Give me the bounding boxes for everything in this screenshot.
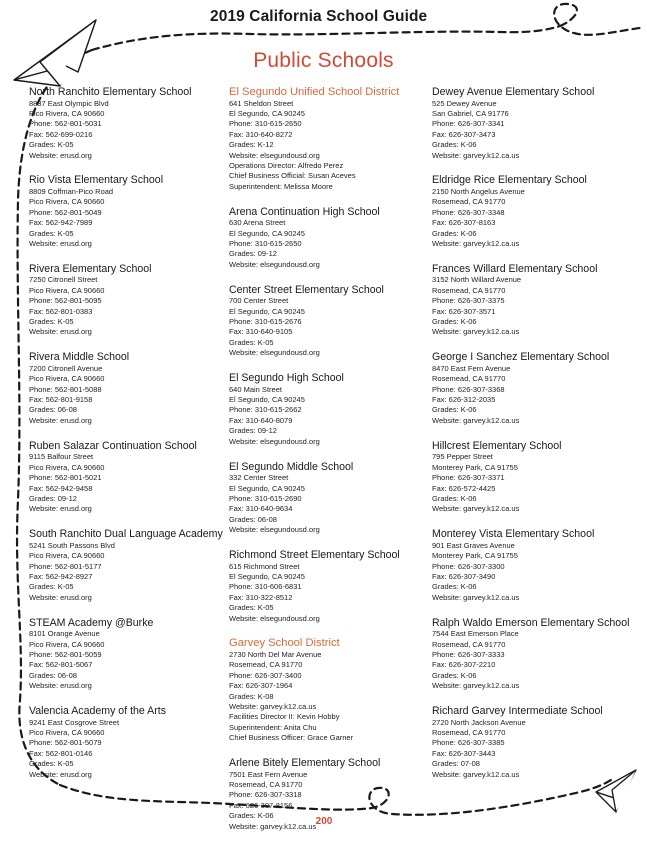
school-detail-line: Grades: K-05 xyxy=(229,603,274,613)
school-detail-line: 8101 Orange Avenue xyxy=(29,629,100,639)
school-name: El Segundo High School xyxy=(229,372,344,385)
school-detail-line: Fax: 562-801-0146 xyxy=(29,748,93,758)
school-detail-line: Grades: 07-08 xyxy=(432,759,480,769)
school-detail-line: Website: garvey.k12.ca.us xyxy=(229,821,317,831)
school-name: Arlene Bitely Elementary School xyxy=(229,756,381,769)
school-detail-line: 615 Richmond Street xyxy=(229,561,300,571)
school-detail-line: Fax: 562-801-9158 xyxy=(29,395,93,405)
school-detail-line: Grades: K-06 xyxy=(432,670,477,680)
school-detail-line: Grades: K-08 xyxy=(229,691,274,701)
school-detail-line: Rosemead, CA 91770 xyxy=(432,374,506,384)
school-detail-line: Fax: 626-307-8163 xyxy=(432,218,496,228)
school-detail-line: Grades: K-05 xyxy=(29,317,74,327)
school-detail-line: 700 Center Street xyxy=(229,296,289,306)
school-listing xyxy=(29,263,224,338)
school-detail-line: Website: garvey.k12.ca.us xyxy=(432,681,520,691)
school-name: Monterey Vista Elementary School xyxy=(432,528,595,541)
school-detail-line: Fax: 562-942-7989 xyxy=(29,218,93,228)
school-detail-line: 8837 East Olympic Blvd xyxy=(29,98,109,108)
school-detail-line: Fax: 562-942-9458 xyxy=(29,483,93,493)
school-name: Dewey Avenue Elementary School xyxy=(432,86,595,98)
school-detail-line: 795 Pepper Street xyxy=(432,452,493,462)
school-detail-line: Rosemead, CA 91770 xyxy=(432,285,506,295)
school-detail-line: 641 Sheldon Street xyxy=(229,98,294,108)
school-detail-line: Phone: 626-307-3333 xyxy=(432,649,505,659)
school-detail-line: Website: garvey.k12.ca.us xyxy=(432,592,520,602)
school-detail-line: Fax: 626-307-3443 xyxy=(432,748,496,758)
school-detail-line: Grades: 09-12 xyxy=(229,249,277,259)
school-detail-line: Grades: K-05 xyxy=(29,759,74,769)
school-detail-line: Phone: 310-615-2650 xyxy=(229,239,302,249)
school-detail-line: 8470 East Fern Avenue xyxy=(432,363,511,373)
school-detail-line: Rosemead, CA 91770 xyxy=(432,727,506,737)
school-detail-line: Pico Rivera, CA 90660 xyxy=(29,285,105,295)
school-detail-line: Superintendent: Melissa Moore xyxy=(229,181,333,191)
school-column-2 xyxy=(229,86,429,845)
school-detail-line: Fax: 626-307-2210 xyxy=(432,660,496,670)
school-detail-line: San Gabriel, CA 91776 xyxy=(432,109,509,118)
school-detail-line: 7200 Citronell Avenue xyxy=(29,363,103,373)
district-listing xyxy=(229,86,429,192)
school-listing xyxy=(29,86,224,161)
school-name: Ralph Waldo Emerson Elementary School xyxy=(432,616,630,629)
school-detail-line: Phone: 626-307-3371 xyxy=(432,473,505,483)
school-detail-line: Website: erusd.org xyxy=(29,150,92,160)
school-detail-line: Superintendent: Anita Chu xyxy=(229,722,317,732)
school-detail-line: Phone: 310-615-2650 xyxy=(229,119,302,129)
school-detail-line: Grades: K-05 xyxy=(29,228,74,238)
school-name: Ruben Salazar Continuation School xyxy=(29,439,197,452)
school-name: South Ranchito Dual Language Academy xyxy=(29,528,223,541)
school-detail-line: Operations Director: Alfredo Perez xyxy=(229,161,344,171)
school-name: Rio Vista Elementary School xyxy=(29,174,164,187)
school-detail-line: Phone: 626-307-3375 xyxy=(432,296,505,306)
school-detail-line: Website: erusd.org xyxy=(29,327,92,337)
school-detail-line: Rosemead, CA 91770 xyxy=(229,779,303,789)
school-name: Richmond Street Elementary School xyxy=(229,548,400,561)
district-name: Garvey School District xyxy=(229,637,340,650)
school-detail-line: Fax: 626-307-1964 xyxy=(229,681,293,691)
school-name: Center Street Elementary School xyxy=(229,283,384,296)
school-detail-line: Grades: K-06 xyxy=(432,228,477,238)
school-detail-line: Website: erusd.org xyxy=(29,769,92,779)
district-name: El Segundo Unified School District xyxy=(229,86,400,98)
school-detail-line: Rosemead, CA 91770 xyxy=(432,197,506,207)
school-listing xyxy=(432,440,637,515)
school-detail-line: Phone: 562-801-5177 xyxy=(29,561,102,571)
school-detail-line: Phone: 562-801-5021 xyxy=(29,473,102,483)
school-detail-line: Website: elsegundousd.org xyxy=(229,613,320,623)
school-name: Richard Garvey Intermediate School xyxy=(432,704,603,717)
school-detail-line: Website: erusd.org xyxy=(29,504,92,514)
school-listing xyxy=(432,174,637,249)
school-detail-line: Website: garvey.k12.ca.us xyxy=(432,769,520,779)
school-column-1 xyxy=(29,86,224,793)
school-listing xyxy=(29,440,224,515)
school-detail-line: 9241 East Cosgrove Street xyxy=(29,717,120,727)
top-dashed-path xyxy=(92,26,560,50)
school-detail-line: Pico Rivera, CA 90660 xyxy=(29,197,105,207)
school-listing xyxy=(229,461,429,536)
school-detail-line: Website: garvey.k12.ca.us xyxy=(432,327,520,337)
school-detail-line: Grades: K-06 xyxy=(432,317,477,327)
school-detail-line: 332 Center Street xyxy=(229,473,289,483)
school-listing xyxy=(229,284,429,359)
school-detail-line: Grades: K-05 xyxy=(29,140,74,150)
school-detail-line: Phone: 562-801-5095 xyxy=(29,296,102,306)
school-detail-line: Phone: 626-307-3341 xyxy=(432,119,505,129)
school-detail-line: Fax: 562-942-8927 xyxy=(29,571,93,581)
school-detail-line: Fax: 626-312-2035 xyxy=(432,395,496,405)
school-detail-line: Website: erusd.org xyxy=(29,592,92,602)
school-detail-line: Grades: 06-08 xyxy=(229,514,277,524)
school-detail-line: El Segundo, CA 90245 xyxy=(229,109,305,118)
school-detail-line: Phone: 310-615-2676 xyxy=(229,317,302,327)
school-detail-line: Fax: 310-640-9105 xyxy=(229,327,293,337)
school-detail-line: Fax: 626-307-3571 xyxy=(432,306,496,316)
school-name: Frances Willard Elementary School xyxy=(432,262,598,275)
school-detail-line: Chief Business Official: Susan Aceves xyxy=(229,171,356,181)
school-name: Rivera Elementary School xyxy=(29,262,152,275)
school-detail-line: 7250 Citronell Street xyxy=(29,275,98,285)
school-detail-line: Website: erusd.org xyxy=(29,415,92,425)
school-detail-line: Fax: 310-640-9634 xyxy=(229,504,293,514)
school-listing xyxy=(229,372,429,447)
school-detail-line: Monterey Park, CA 91755 xyxy=(432,462,518,472)
school-detail-line: Website: elsegundousd.org xyxy=(229,259,320,269)
school-detail-line: Phone: 310-606-6831 xyxy=(229,582,302,592)
school-name: El Segundo Middle School xyxy=(229,460,354,473)
school-detail-line: Website: erusd.org xyxy=(29,239,92,249)
school-detail-line: Grades: K-05 xyxy=(229,337,274,347)
school-detail-line: 2150 North Angelus Avenue xyxy=(432,187,525,197)
school-detail-line: Rosemead, CA 91770 xyxy=(229,660,303,670)
school-detail-line: Grades: K-06 xyxy=(229,811,274,821)
school-detail-line: Website: elsegundousd.org xyxy=(229,150,320,160)
school-detail-line: Fax: 562-699-0216 xyxy=(29,129,93,139)
school-name: Rivera Middle School xyxy=(29,351,130,364)
school-detail-line: 7501 East Fern Avenue xyxy=(229,769,308,779)
school-name: Eldridge Rice Elementary School xyxy=(432,174,587,187)
school-detail-line: Fax: 562-801-5067 xyxy=(29,660,93,670)
school-detail-line: Fax: 626-307-3490 xyxy=(432,571,496,581)
school-detail-line: Website: garvey.k12.ca.us xyxy=(432,415,520,425)
school-detail-line: Rosemead, CA 91770 xyxy=(432,639,506,649)
school-detail-line: Phone: 626-307-3400 xyxy=(229,670,302,680)
school-detail-line: Pico Rivera, CA 90660 xyxy=(29,551,105,561)
school-detail-line: Website: elsegundousd.org xyxy=(229,525,320,535)
guide-title: 2019 California School Guide xyxy=(210,8,428,25)
school-listing xyxy=(432,351,637,426)
school-detail-line: El Segundo, CA 90245 xyxy=(229,571,305,581)
school-name: George I Sanchez Elementary School xyxy=(432,351,610,364)
school-detail-line: Website: elsegundousd.org xyxy=(229,436,320,446)
school-listing xyxy=(29,617,224,692)
page-number: 200 xyxy=(315,816,333,827)
school-listing xyxy=(432,617,637,692)
school-detail-line: El Segundo, CA 90245 xyxy=(229,483,305,493)
school-name: STEAM Academy @Burke xyxy=(29,616,154,629)
school-detail-line: Facilities Director II: Kevin Hobby xyxy=(229,712,340,722)
school-detail-line: 8809 Coffman-Pico Road xyxy=(29,187,114,197)
school-detail-line: Pico Rivera, CA 90660 xyxy=(29,374,105,384)
school-listing xyxy=(229,206,429,271)
school-detail-line: Pico Rivera, CA 90660 xyxy=(29,639,105,649)
section-title: Public Schools xyxy=(253,49,394,72)
school-detail-line: 9115 Balfour Street xyxy=(29,452,94,462)
school-detail-line: Phone: 562-801-5079 xyxy=(29,738,102,748)
district-listing xyxy=(229,637,429,743)
school-detail-line: Phone: 310-615-2662 xyxy=(229,405,302,415)
school-detail-line: Fax: 310-640-8079 xyxy=(229,415,293,425)
school-detail-line: 630 Arena Street xyxy=(229,218,286,228)
school-detail-line: Phone: 562-801-5059 xyxy=(29,649,102,659)
school-listing xyxy=(229,549,429,624)
school-detail-line: El Segundo, CA 90245 xyxy=(229,228,305,238)
school-listing xyxy=(432,528,637,603)
school-column-3 xyxy=(432,86,637,793)
school-detail-line: Grades: K-06 xyxy=(432,140,477,150)
school-detail-line: Fax: 626-572-4425 xyxy=(432,483,496,493)
school-detail-line: Phone: 626-307-3318 xyxy=(229,790,302,800)
school-name: Hillcrest Elementary School xyxy=(432,439,562,452)
school-detail-line: Grades: K-06 xyxy=(432,405,477,415)
school-detail-line: Grades: K-06 xyxy=(432,493,477,503)
school-detail-line: Grades: K-12 xyxy=(229,140,274,150)
school-detail-line: Fax: 310-322-8512 xyxy=(229,592,293,602)
school-listing xyxy=(29,705,224,780)
school-detail-line: Fax: 626-307-3473 xyxy=(432,129,496,139)
school-detail-line: Phone: 562-801-5088 xyxy=(29,384,102,394)
school-detail-line: Grades: 09-12 xyxy=(29,493,77,503)
top-right-loop xyxy=(554,4,640,35)
school-detail-line: Grades: 06-08 xyxy=(29,405,77,415)
school-detail-line: Grades: K-06 xyxy=(432,582,477,592)
school-name: Arena Continuation High School xyxy=(229,205,380,218)
school-detail-line: Phone: 562-801-5031 xyxy=(29,119,102,129)
school-detail-line: Pico Rivera, CA 90660 xyxy=(29,462,105,472)
school-detail-line: Website: garvey.k12.ca.us xyxy=(432,239,520,249)
school-detail-line: Pico Rivera, CA 90660 xyxy=(29,109,105,118)
school-detail-line: Phone: 626-307-3368 xyxy=(432,384,505,394)
school-detail-line: Grades: K-05 xyxy=(29,582,74,592)
school-detail-line: 7544 East Emerson Place xyxy=(432,629,519,639)
school-detail-line: El Segundo, CA 90245 xyxy=(229,306,305,316)
school-detail-line: Website: garvey.k12.ca.us xyxy=(432,504,520,514)
school-detail-line: Website: garvey.k12.ca.us xyxy=(432,150,520,160)
school-detail-line: Phone: 626-307-3348 xyxy=(432,207,505,217)
school-detail-line: 2730 North Del Mar Avenue xyxy=(229,649,322,659)
school-detail-line: Monterey Park, CA 91755 xyxy=(432,551,518,561)
school-detail-line: 2720 North Jackson Avenue xyxy=(432,717,526,727)
school-detail-line: Grades: 06-08 xyxy=(29,670,77,680)
school-detail-line: Fax: 626-307-8156 xyxy=(229,800,293,810)
school-detail-line: El Segundo, CA 90245 xyxy=(229,395,305,405)
school-listing xyxy=(29,528,224,603)
school-detail-line: Grades: 09-12 xyxy=(229,426,277,436)
school-listing xyxy=(29,174,224,249)
school-detail-line: Website: erusd.org xyxy=(29,681,92,691)
school-name: North Ranchito Elementary School xyxy=(29,86,192,98)
school-detail-line: Phone: 626-307-3385 xyxy=(432,738,505,748)
school-detail-line: 3152 North Willard Avenue xyxy=(432,275,522,285)
school-detail-line: 901 East Graves Avenue xyxy=(432,540,515,550)
school-detail-line: Pico Rivera, CA 90660 xyxy=(29,727,105,737)
school-detail-line: Fax: 310-640-8272 xyxy=(229,129,293,139)
school-listing xyxy=(432,263,637,338)
school-detail-line: 5241 South Passons Blvd xyxy=(29,540,115,550)
school-listing xyxy=(29,351,224,426)
school-detail-line: Fax: 562-801-0383 xyxy=(29,306,93,316)
school-detail-line: Website: elsegundousd.org xyxy=(229,348,320,358)
school-detail-line: 640 Main Street xyxy=(229,384,282,394)
school-detail-line: Phone: 310-615-2690 xyxy=(229,493,302,503)
school-listing xyxy=(432,86,637,161)
school-detail-line: Phone: 562-801-5049 xyxy=(29,207,102,217)
school-detail-line: 525 Dewey Avenue xyxy=(432,98,497,108)
school-detail-line: Phone: 626-307-3300 xyxy=(432,561,505,571)
school-detail-line: Website: garvey.k12.ca.us xyxy=(229,701,317,711)
school-detail-line: Chief Business Officer: Grace Garner xyxy=(229,733,354,743)
school-listing xyxy=(432,705,637,780)
school-name: Valencia Academy of the Arts xyxy=(29,704,167,717)
